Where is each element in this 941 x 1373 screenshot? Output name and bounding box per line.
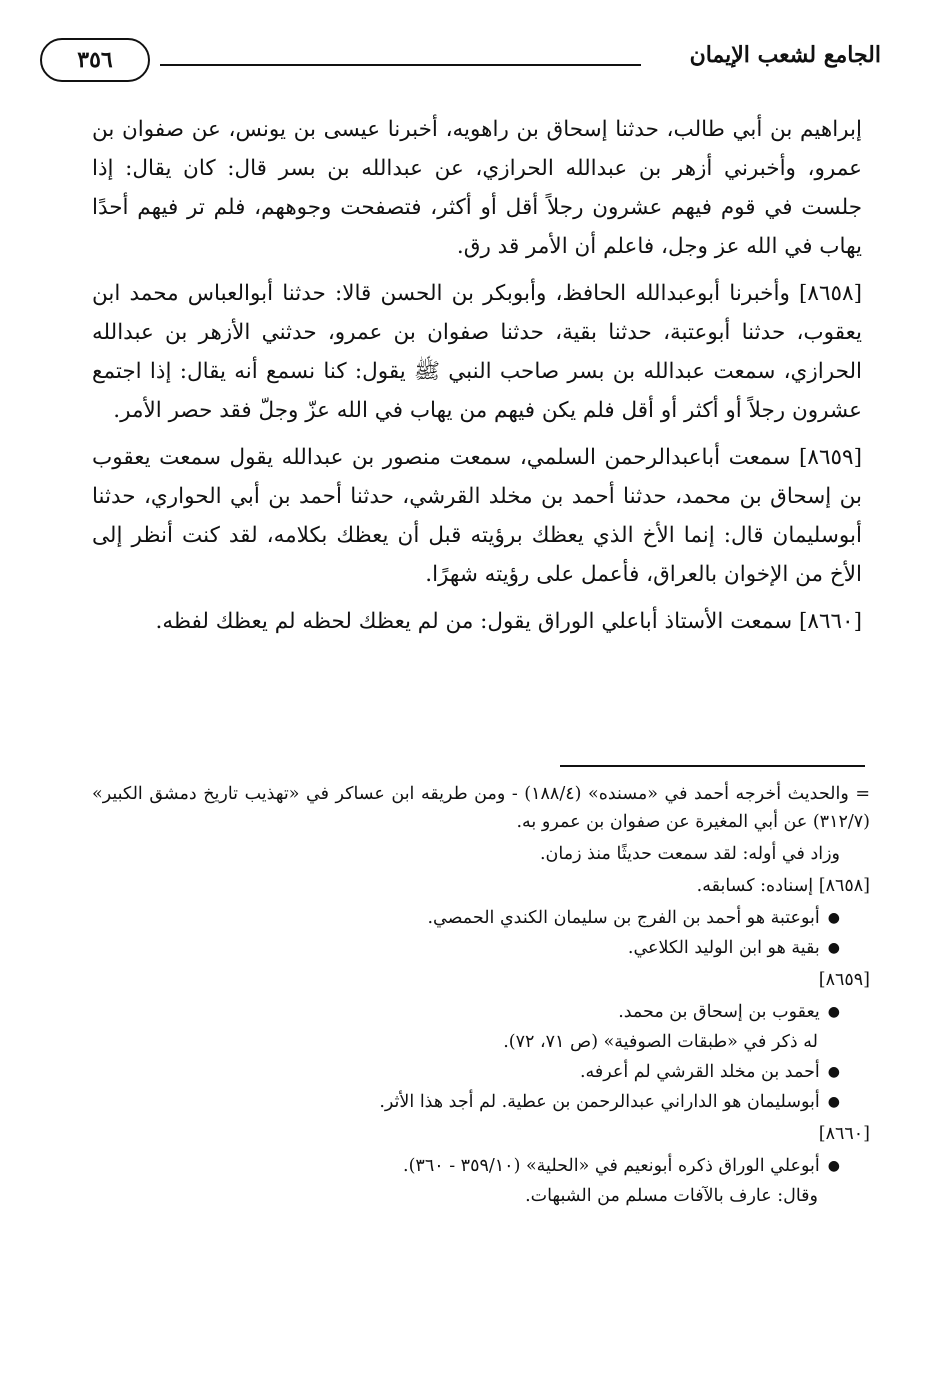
page-header [40, 30, 881, 90]
bullet-icon: ● [827, 1094, 840, 1110]
page-title: الجامع لشعب الإيمان [689, 42, 881, 68]
main-text [92, 110, 862, 649]
header-rule [160, 64, 641, 66]
bullet-icon: ● [827, 910, 840, 926]
footnote-label-8659: [٨٦٥٩] [818, 970, 870, 990]
paragraph-8660: [٨٦٦٠] سمعت الأستاذ أباعلي الوراق يقول: من لم يعظك لحظه لم يعظك لفظه. [155, 609, 862, 634]
bullet-icon: ● [827, 1004, 840, 1020]
footnote-separator [560, 765, 865, 767]
list-item: ●يعقوب بن إسحاق بن محمد. له ذكر في «طبقات الصوفية» (ص ٧١، ٧٢). [92, 998, 840, 1056]
footnote-label-8658: [٨٦٥٨] إسناده: كسابقه. [696, 876, 870, 896]
bullet-icon: ● [827, 1158, 840, 1174]
list-item-note: وقال: عارف بالآفات مسلم من الشبهات. [525, 1186, 818, 1206]
bullet-icon: ● [827, 940, 840, 956]
bullet-icon: ● [827, 1064, 840, 1080]
paragraph: إبراهيم بن أبي طالب، حدثنا إسحاق بن راهويه، أخبرنا عيسى بن يونس، عن صفوان بن عمرو، وأخبرني أزهر بن عبدالله الحرازي، عن عبدالله بن بسر قال: كان يقال: إذا جلست في قوم فيهم عشرون رجلاً أقل أو أكثر، فتصفحت وجوههم، فلم تر فيهم أحدًا يهاب في الله عز وجل، فاعلم أن الأمر قد رق. [92, 117, 862, 259]
page-number: ٣٥٦ [40, 38, 150, 82]
footnote-addition: وزاد في أوله: لقد سمعت حديثًا منذ زمان. [539, 844, 840, 864]
footnote-list-8660 [92, 1152, 870, 1210]
list-item-note: له ذكر في «طبقات الصوفية» (ص ٧١، ٧٢). [503, 1032, 818, 1052]
list-item: ●أبوعتبة هو أحمد بن الفرج بن سليمان الكندي الحمصي. [92, 904, 840, 932]
footnote-label-8660: [٨٦٦٠] [818, 1124, 870, 1144]
list-item: ●أبوسليمان هو الداراني عبدالرحمن بن عطية. لم أجد هذا الأثر. [92, 1088, 840, 1116]
paragraph-8659: [٨٦٥٩] سمعت أباعبدالرحمن السلمي، سمعت منصور بن عبدالله يقول سمعت يعقوب بن إسحاق بن محمد، حدثنا أحمد بن مخلد القرشي، حدثنا أحمد بن أبي الحواري، حدثنا أبوسليمان قال: إنما الأخ الذي يعظك برؤيته قبل أن يعظك بكلامه، لقد كنت أنظر إلى الأخ من الإخوان بالعراق، فأعمل على رؤيته شهرًا. [92, 445, 862, 587]
list-item: ●أحمد بن مخلد القرشي لم أعرفه. [92, 1058, 840, 1086]
paragraph-8658: [٨٦٥٨] وأخبرنا أبوعبدالله الحافظ، وأبوبكر بن الحسن قالا: حدثنا أبوالعباس محمد ابن يعقوب، حدثنا أبوعتبة، حدثنا بقية، حدثنا صفوان بن عمرو، حدثني الأزهر بن عبدالله الحرازي، سمعت عبدالله بن بسر صاحب النبي ﷺ يقول: كنا نسمع أنه يقال: إذا اجتمع عشرون رجلاً أو أكثر أو أقل فلم يكن فيهم من يهاب في الله عزّ وجلّ فقد حصر الأمر. [92, 281, 862, 423]
footnote-list-8659 [92, 998, 870, 1116]
list-item: ●أبوعلي الوراق ذكره أبونعيم في «الحلية» (٣٥٩/١٠ - ٣٦٠). وقال: عارف بالآفات مسلم من الشبهات. [92, 1152, 840, 1210]
footnote-list-8658 [92, 904, 870, 962]
footnotes [92, 780, 870, 1214]
footnote-continuation: = والحديث أخرجه أحمد في «مسنده» (١٨٨/٤) - ومن طريقه ابن عساكر في «تهذيب تاريخ دمشق الكبير» (٣١٢/٧) عن أبي المغيرة عن صفوان بن عمرو به. [92, 784, 870, 832]
list-item: ●بقية هو ابن الوليد الكلاعي. [92, 934, 840, 962]
